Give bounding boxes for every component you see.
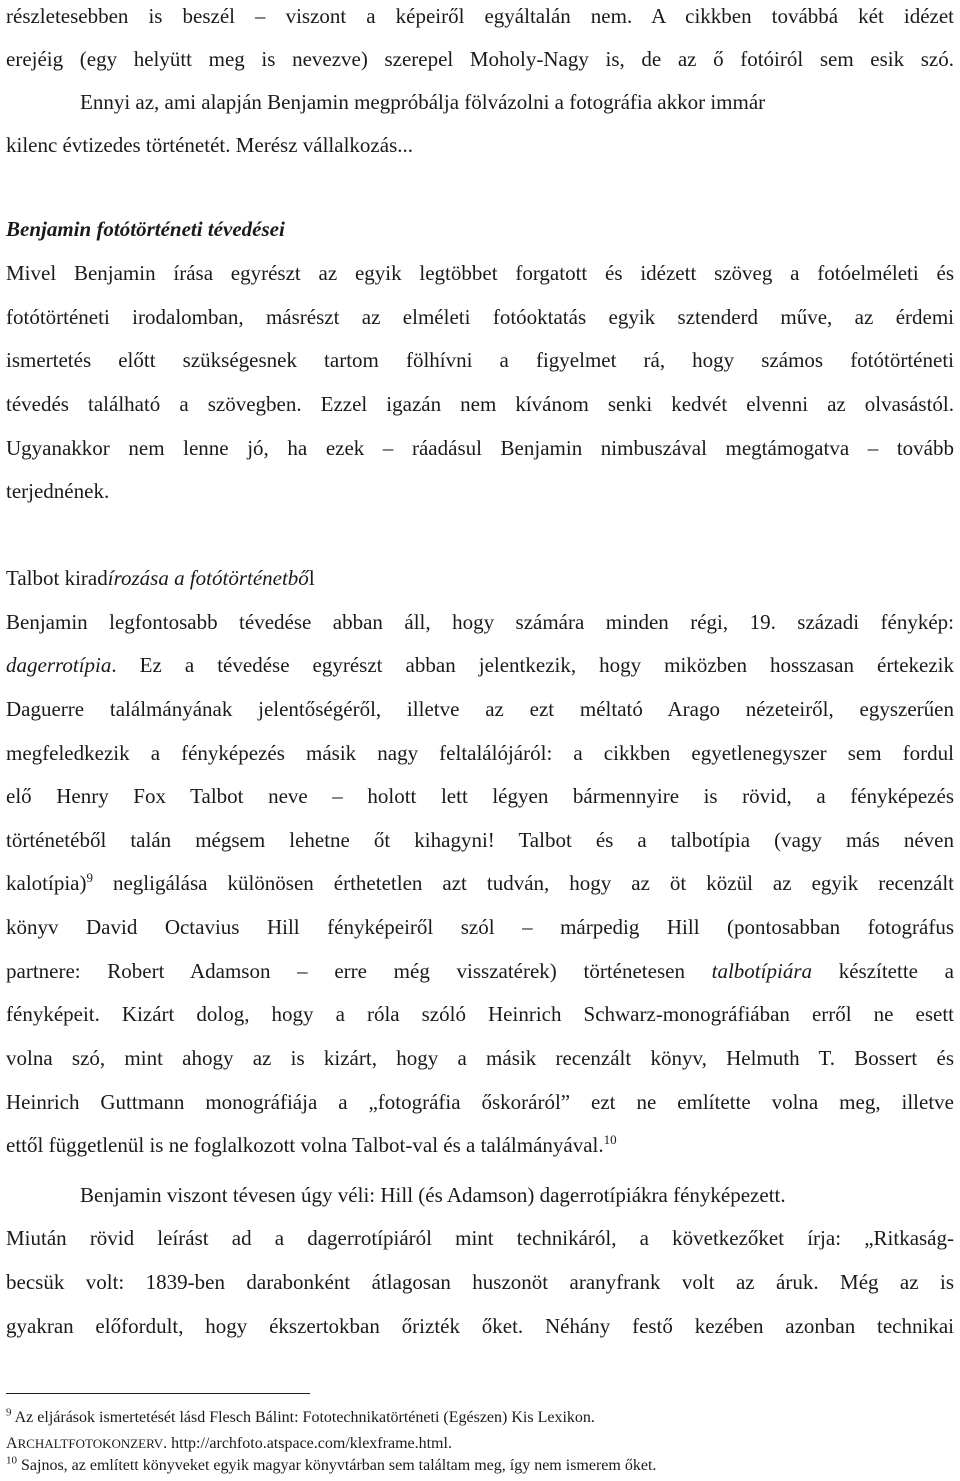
- body-line: könyv David Octavius Hill fényképeiről szól – márpedig Hill (pontosabban fotográfus: [6, 915, 954, 939]
- footnote-ref: 10: [603, 1132, 617, 1147]
- footnote-ref: 9: [86, 870, 93, 885]
- body-line: fényképeit. Kizárt dolog, hogy a róla szóló Heinrich Schwarz-monográfiában erről ne esett: [6, 1002, 954, 1026]
- body-line: terjednének.: [6, 479, 110, 503]
- body-line: Daguerre találmányának jelentőségéről, illetve az ezt méltató Arago nézeteiről, egyszerűen: [6, 697, 954, 721]
- body-line: ettől függetlenül is ne foglalkozott volna Talbot-val és a találmányával.$^{10}$: [6, 1132, 617, 1157]
- body-line: Benjamin legfontosabb tévedése abban áll, hogy számára minden régi, 19. századi fénykép:: [6, 610, 954, 634]
- body-line: becsük volt: 1839-ben darabonként átlagosan huszonöt aranyfrank volt az áruk. Még az is: [6, 1270, 954, 1294]
- body-line: tévedés található a szövegben. Ezzel igazán nem kívánom senki kedvét elvenni az olvasástól.: [6, 392, 954, 416]
- body-line: Ennyi az, ami alapján Benjamin megpróbálja fölvázolni a fotográfia akkor immár: [80, 90, 766, 114]
- section-heading: Benjamin fotótörténeti tévedései: [6, 217, 285, 241]
- body-line: erejéig (egy helyütt meg is nevezve) szerepel Moholy-Nagy is, de az ő fotóiról sem esik szó.: [6, 47, 954, 71]
- footnote-separator: [6, 1393, 310, 1394]
- body-line: ismertetés előtt szükségesnek tartom fölhívni a figyelmet rá, hogy számos fotótörténeti: [6, 348, 954, 372]
- body-line: Heinrich Guttmann monográfiája a „fotográfia őskoráról” ezt ne említette volna meg, illetve: [6, 1090, 954, 1114]
- body-line: volna szó, mint ahogy az is kizárt, hogy a másik recenzált könyv, Helmuth T. Bossert és: [6, 1046, 954, 1070]
- body-line: megfeledkezik a fényképezés másik nagy feltalálójáról: a cikkben egyetlenegyszer sem fordul: [6, 741, 954, 765]
- body-line: Miután rövid leírást ad a dagerrotípiáról mint technikáról, a következőket írja: „Ritkaság-: [6, 1226, 954, 1250]
- body-line: partnere: Robert Adamson – erre még visszatérek) történetesen talbotípiára készítette a: [6, 959, 954, 983]
- footnote-10: $^{10}$ Sajnos, az említett könyveket egyik magyar könyvtárban sem találtam meg, így nem ismerem őket.: [6, 1454, 657, 1474]
- body-line: elő Henry Fox Talbot neve – holott lett légyen bármennyire is rövid, a fényképezés: [6, 784, 954, 808]
- body-line: gyakran előfordult, hogy ékszertokban őrizték őket. Néhány festő kezében azonban technikai: [6, 1314, 954, 1338]
- body-line: kalotípia)$^9$ negligálása különösen érthetetlen azt tudván, hogy az öt közül az egyik recenzált: [6, 870, 954, 895]
- body-line: Ugyanakkor nem lenne jó, ha ezek – ráadásul Benjamin nimbuszával megtámogatva – tovább: [6, 436, 954, 460]
- body-line: dagerrotípia. Ez a tévedése egyrészt abban jelentkezik, hogy miközben hosszasan értekezik: [6, 653, 954, 677]
- footnote-9-continuation: ARCHALTFOTOKONZERV. http://archfoto.atspace.com/klexframe.html.: [6, 1435, 452, 1452]
- body-line: Benjamin viszont tévesen úgy véli: Hill (és Adamson) dagerrotípiákra fényképezett.: [80, 1183, 786, 1207]
- body-line: Mivel Benjamin írása egyrészt az egyik legtöbbet forgatott és idézett szöveg a fotóelméleti és: [6, 261, 954, 285]
- body-line: fotótörténeti irodalomban, másrészt az elméleti fotóoktatás egyik sztenderd műve, az érdemi: [6, 305, 954, 329]
- section-heading: Talbot kiradírozása a fotótörténetből: [6, 566, 315, 590]
- footnote-9: $^9$ Az eljárások ismertetését lásd Flesch Bálint: Fototechnikatörténeti (Egészen) Kis Lexikon.: [6, 1406, 595, 1426]
- body-line: történetéből talán mégsem lehetne őt kihagyni! Talbot és a talbotípia (vagy más néven: [6, 828, 954, 852]
- body-line: kilenc évtizedes történetét. Merész vállalkozás...: [6, 133, 413, 157]
- body-line: részletesebben is beszél – viszont a képeiről egyáltalán nem. A cikkben továbbá két idézet: [6, 4, 954, 28]
